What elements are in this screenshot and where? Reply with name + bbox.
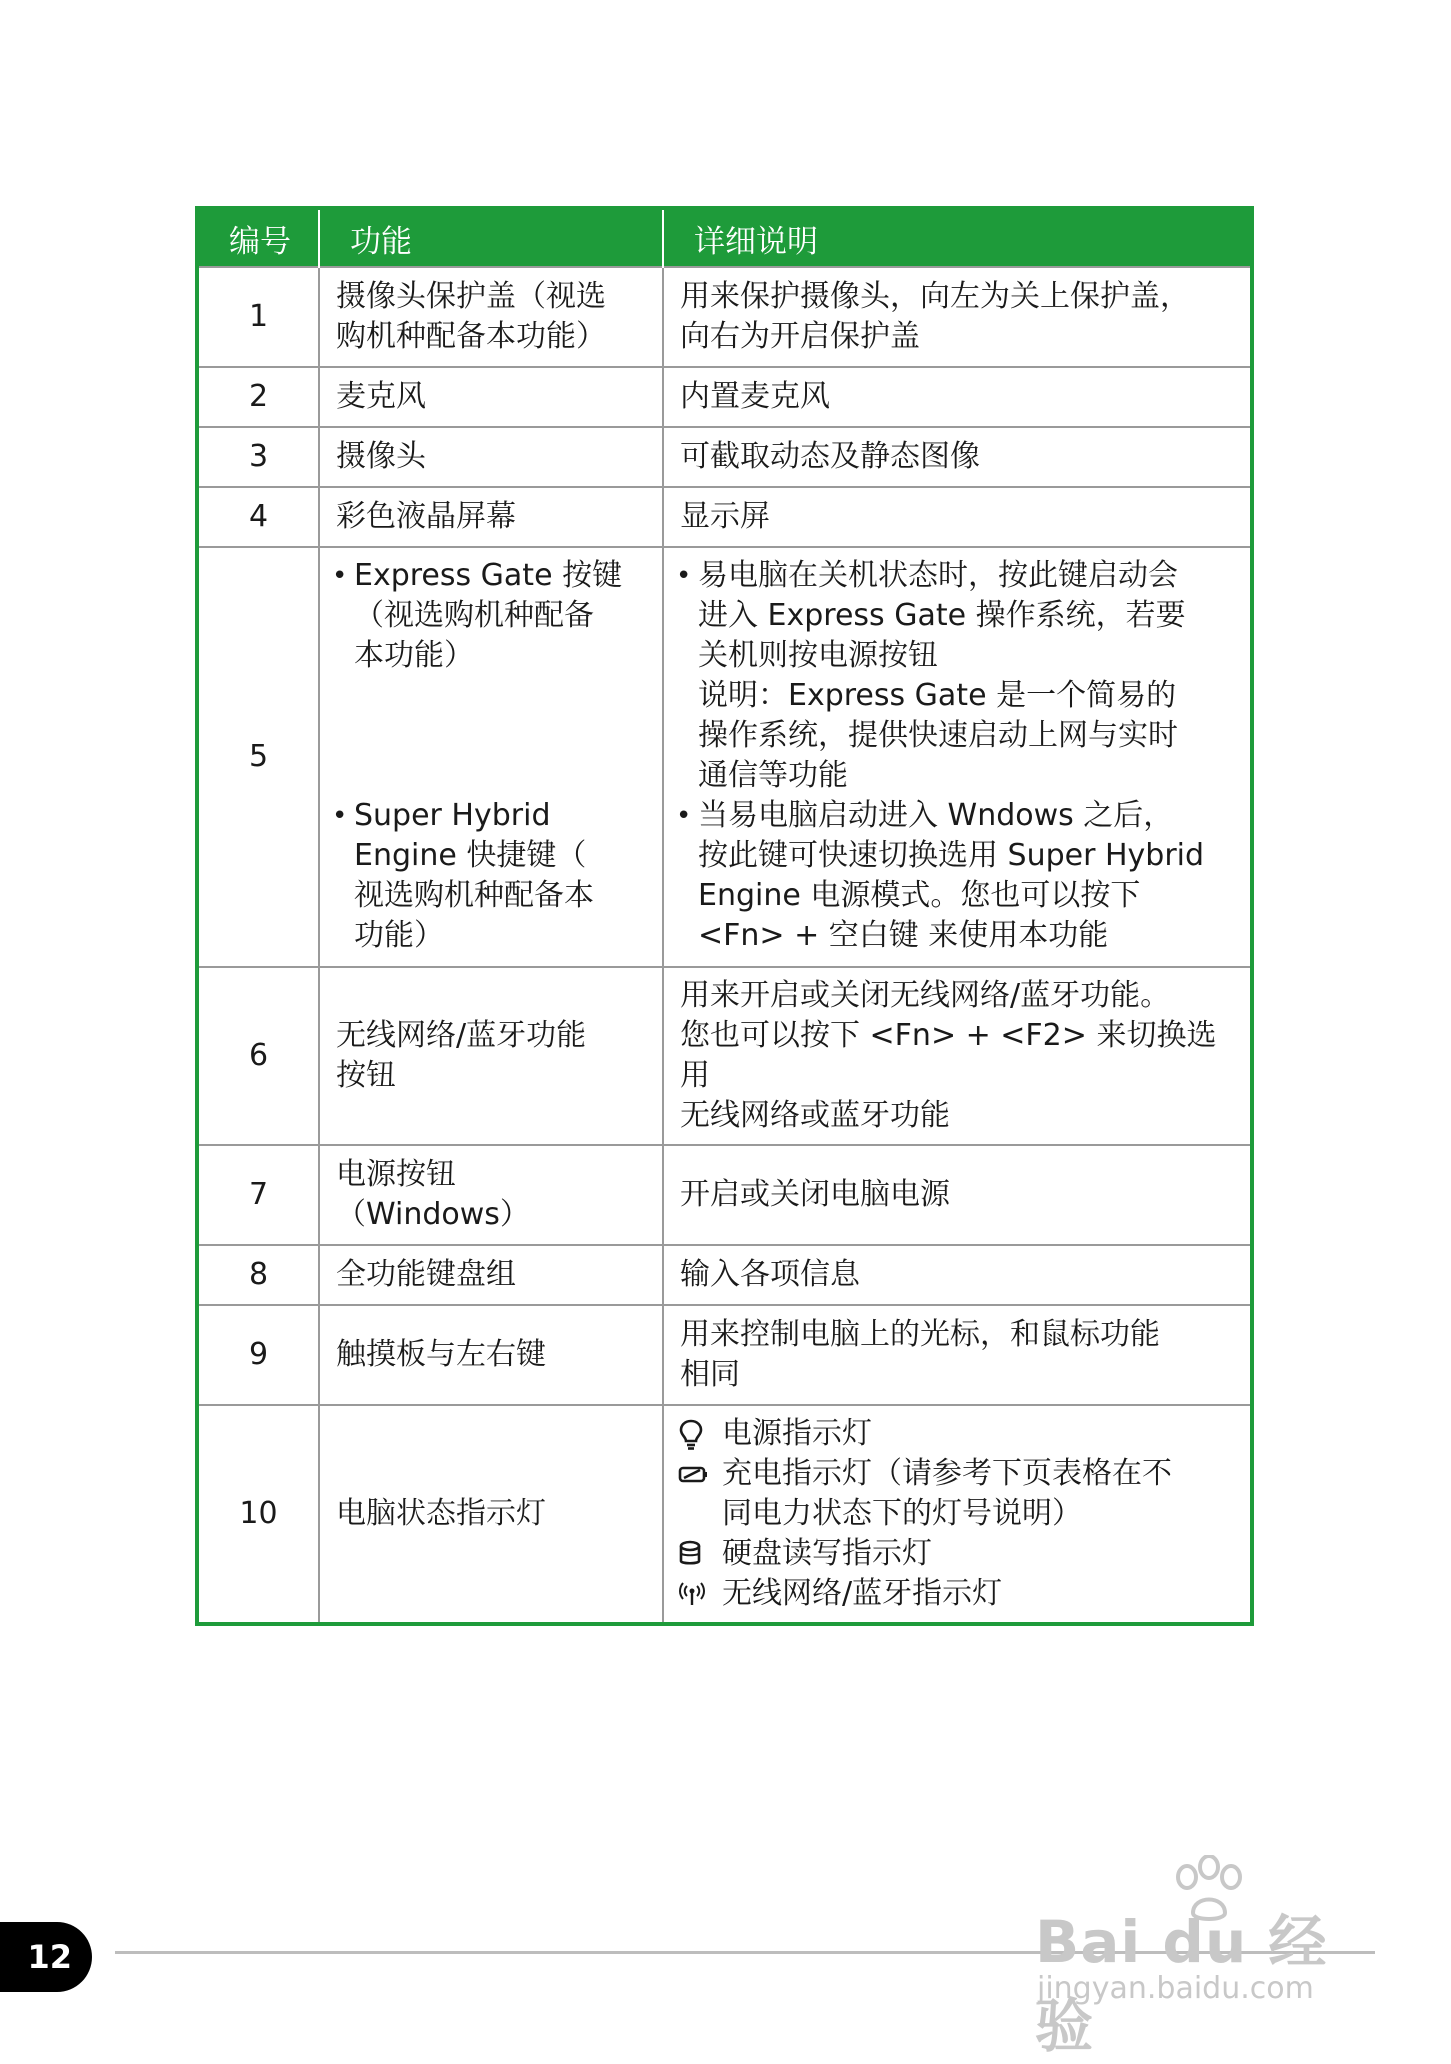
row-description: 显示屏 bbox=[663, 487, 1252, 547]
table-row bbox=[197, 267, 1252, 367]
row-number: 10 bbox=[197, 1405, 319, 1624]
text-line: 视选购机种配备本 bbox=[354, 878, 594, 913]
row-description bbox=[663, 267, 1252, 367]
row-function: 摄像头 bbox=[319, 427, 663, 487]
row-function: 触摸板与左右键 bbox=[319, 1305, 663, 1405]
text-line: 无线网络或蓝牙功能 bbox=[680, 1098, 950, 1133]
table-row bbox=[197, 1145, 1252, 1245]
table-row bbox=[197, 487, 1252, 547]
text-line: 按此键可快速切换选用 Super Hybrid bbox=[698, 838, 1205, 873]
row-description bbox=[663, 967, 1252, 1145]
indicator-item bbox=[668, 1574, 1246, 1614]
row-description bbox=[663, 547, 1252, 967]
table-row bbox=[197, 547, 1252, 967]
table-row bbox=[197, 1305, 1252, 1405]
text-line: （视选购机种配备 bbox=[354, 598, 594, 633]
row-function bbox=[319, 267, 663, 367]
row-description: 开启或关闭电脑电源 bbox=[663, 1145, 1252, 1245]
row-number: 2 bbox=[197, 367, 319, 427]
row-description: 可截取动态及静态图像 bbox=[663, 427, 1252, 487]
table-row bbox=[197, 427, 1252, 487]
text-line: 摄像头保护盖（视选 bbox=[336, 279, 606, 314]
indicator-item bbox=[668, 1454, 1246, 1534]
text-line: • 易电脑在关机状态时，按此键启动会 bbox=[698, 558, 1178, 593]
row-description: 内置麦克风 bbox=[663, 367, 1252, 427]
row-description bbox=[663, 1305, 1252, 1405]
row-number: 1 bbox=[197, 267, 319, 367]
table-row bbox=[197, 1405, 1252, 1624]
row-function: 全功能键盘组 bbox=[319, 1245, 663, 1305]
indicator-label: 充电指示灯（请参考下页表格在不 bbox=[722, 1456, 1172, 1491]
row-function bbox=[319, 1145, 663, 1245]
table-row bbox=[197, 367, 1252, 427]
page-number: 12 bbox=[0, 1922, 92, 1992]
text-line: 向右为开启保护盖 bbox=[680, 319, 920, 354]
watermark-url: jingyan.baidu.com bbox=[1037, 1971, 1314, 2006]
header-number: 编号 bbox=[197, 208, 319, 267]
text-line: <Fn> + 空白键 来使用本功能 bbox=[698, 918, 1109, 953]
row-number: 8 bbox=[197, 1245, 319, 1305]
text-line: Engine 快捷键（ bbox=[354, 838, 587, 873]
text-line: 进入 Express Gate 操作系统，若要 bbox=[698, 598, 1186, 633]
row-number: 9 bbox=[197, 1305, 319, 1405]
text-line: 关机则按电源按钮 bbox=[698, 638, 938, 673]
wireless-icon bbox=[668, 1574, 722, 1614]
spec-table bbox=[195, 206, 1254, 1626]
text-line: • Super Hybrid bbox=[354, 798, 551, 833]
row-number: 3 bbox=[197, 427, 319, 487]
row-function bbox=[319, 967, 663, 1145]
row-number: 5 bbox=[197, 547, 319, 967]
indicator-label: 同电力状态下的灯号说明） bbox=[722, 1496, 1082, 1531]
bullet-item bbox=[324, 556, 648, 676]
indicator-label: 无线网络/蓝牙指示灯 bbox=[722, 1576, 1003, 1611]
table-header-row bbox=[197, 208, 1252, 267]
text-line: • Express Gate 按键 bbox=[354, 558, 623, 593]
watermark-brand: Bai du 经验 bbox=[1035, 1908, 1328, 2060]
text-line: 按钮 bbox=[336, 1058, 396, 1093]
text-line: • 当易电脑启动进入 Wndows 之后， bbox=[698, 798, 1174, 833]
text-line: 用来开启或关闭无线网络/蓝牙功能。 bbox=[680, 978, 1171, 1013]
text-line: 用来控制电脑上的光标，和鼠标功能 bbox=[680, 1317, 1160, 1352]
indicator-label: 硬盘读写指示灯 bbox=[722, 1536, 932, 1571]
watermark bbox=[1025, 1855, 1370, 2060]
bullet-item bbox=[324, 796, 648, 956]
lightbulb-icon bbox=[668, 1414, 722, 1454]
table-row bbox=[197, 1245, 1252, 1305]
header-description: 详细说明 bbox=[663, 208, 1252, 267]
text-line: 无线网络/蓝牙功能 bbox=[336, 1018, 587, 1053]
text-line: 功能） bbox=[354, 918, 444, 953]
row-function: 麦克风 bbox=[319, 367, 663, 427]
text-line: 本功能） bbox=[354, 638, 474, 673]
row-number: 7 bbox=[197, 1145, 319, 1245]
text-line: （Windows） bbox=[336, 1197, 530, 1232]
row-function: 电脑状态指示灯 bbox=[319, 1405, 663, 1624]
battery-icon bbox=[668, 1454, 722, 1494]
bullet-item bbox=[668, 796, 1246, 956]
row-number: 6 bbox=[197, 967, 319, 1145]
text-line: 购机种配备本功能） bbox=[336, 319, 606, 354]
row-function bbox=[319, 547, 663, 967]
text-line: 通信等功能 bbox=[698, 758, 848, 793]
text-line: Engine 电源模式。您也可以按下 bbox=[698, 878, 1141, 913]
text-line: 说明：Express Gate 是一个简易的 bbox=[698, 678, 1177, 713]
indicator-item bbox=[668, 1414, 1246, 1454]
text-line: 电源按钮 bbox=[336, 1157, 456, 1192]
row-function: 彩色液晶屏幕 bbox=[319, 487, 663, 547]
indicator-item bbox=[668, 1534, 1246, 1574]
text-line: 您也可以按下 <Fn> + <F2> 来切换选用 bbox=[680, 1018, 1217, 1093]
row-description: 输入各项信息 bbox=[663, 1245, 1252, 1305]
text-line: 用来保护摄像头，向左为关上保护盖， bbox=[680, 279, 1190, 314]
text-line: 操作系统，提供快速启动上网与实时 bbox=[698, 718, 1178, 753]
row-number: 4 bbox=[197, 487, 319, 547]
row-description bbox=[663, 1405, 1252, 1624]
disk-icon bbox=[668, 1534, 722, 1574]
header-function: 功能 bbox=[319, 208, 663, 267]
bullet-item bbox=[668, 556, 1246, 796]
table-row bbox=[197, 967, 1252, 1145]
indicator-label: 电源指示灯 bbox=[722, 1416, 872, 1451]
text-line: 相同 bbox=[680, 1357, 740, 1392]
